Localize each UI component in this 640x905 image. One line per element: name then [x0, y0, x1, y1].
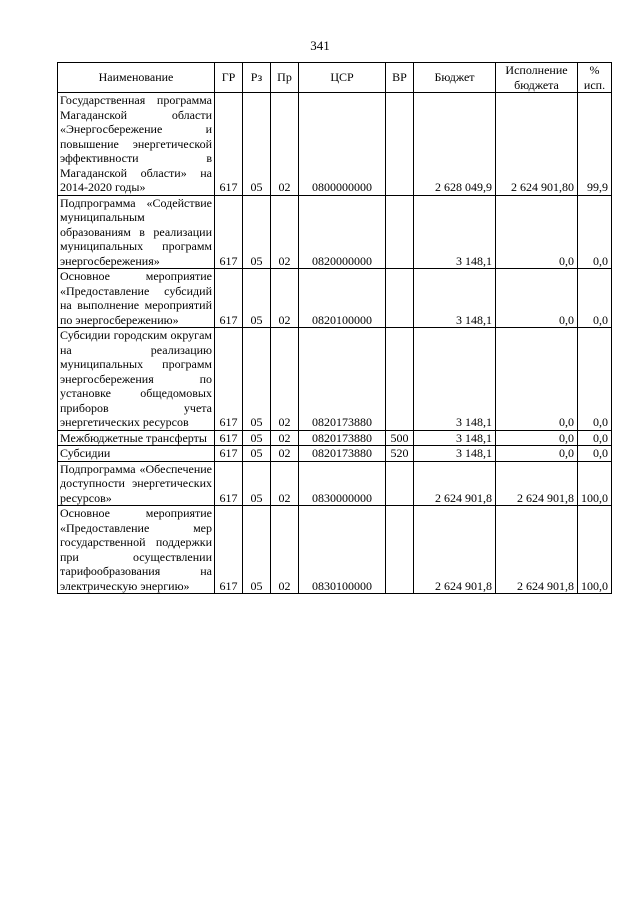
row-rz: 05	[243, 506, 271, 594]
header-vr: ВР	[386, 63, 414, 93]
table-row	[58, 195, 612, 269]
row-csr: 0820100000	[299, 269, 386, 328]
row-rz: 05	[243, 430, 271, 446]
header-name: Наименование	[58, 63, 215, 93]
row-csr: 0820000000	[299, 195, 386, 269]
header-gr: ГР	[215, 63, 243, 93]
row-csr: 0820173880	[299, 328, 386, 431]
row-rz: 05	[243, 328, 271, 431]
row-execution: 0,0	[496, 269, 578, 328]
table-row	[58, 446, 612, 462]
row-gr: 617	[215, 269, 243, 328]
row-name: Межбюджетные трансферты	[58, 430, 215, 446]
row-csr: 0830000000	[299, 461, 386, 506]
row-percent: 99,9	[578, 93, 612, 196]
row-pr: 02	[271, 269, 299, 328]
row-budget: 3 148,1	[414, 269, 496, 328]
row-rz: 05	[243, 269, 271, 328]
table-row	[58, 269, 612, 328]
row-pr: 02	[271, 506, 299, 594]
row-vr	[386, 461, 414, 506]
row-pr: 02	[271, 328, 299, 431]
row-vr	[386, 506, 414, 594]
row-percent: 0,0	[578, 269, 612, 328]
row-budget: 3 148,1	[414, 430, 496, 446]
page-number: 341	[310, 38, 330, 53]
row-percent: 100,0	[578, 461, 612, 506]
table-row	[58, 328, 612, 431]
header-rz: Рз	[243, 63, 271, 93]
row-pr: 02	[271, 461, 299, 506]
table-row	[58, 461, 612, 506]
table-row	[58, 93, 612, 196]
row-vr	[386, 195, 414, 269]
row-execution: 2 624 901,8	[496, 461, 578, 506]
row-gr: 617	[215, 328, 243, 431]
row-pr: 02	[271, 93, 299, 196]
row-execution: 0,0	[496, 430, 578, 446]
row-vr	[386, 328, 414, 431]
row-budget: 2 628 049,9	[414, 93, 496, 196]
row-csr: 0820173880	[299, 446, 386, 462]
row-name: Основное мероприятие «Предоставление мер государственной поддержки при осуществлении тарифообразования на электрическую энергию»	[58, 506, 215, 594]
row-percent: 100,0	[578, 506, 612, 594]
row-gr: 617	[215, 446, 243, 462]
row-name: Субсидии	[58, 446, 215, 462]
header-percent: % исп.	[578, 63, 612, 93]
row-gr: 617	[215, 430, 243, 446]
row-csr: 0820173880	[299, 430, 386, 446]
header-pr: Пр	[271, 63, 299, 93]
header-execution: Исполнение бюджета	[496, 63, 578, 93]
row-gr: 617	[215, 506, 243, 594]
table-row	[58, 506, 612, 594]
row-execution: 2 624 901,80	[496, 93, 578, 196]
row-gr: 617	[215, 195, 243, 269]
row-name: Основное мероприятие «Предоставление субсидий на выполнение мероприятий по энергосбережению»	[58, 269, 215, 328]
row-csr: 0800000000	[299, 93, 386, 196]
row-vr	[386, 269, 414, 328]
row-rz: 05	[243, 93, 271, 196]
row-budget: 3 148,1	[414, 195, 496, 269]
row-budget: 3 148,1	[414, 328, 496, 431]
row-pr: 02	[271, 195, 299, 269]
row-vr: 520	[386, 446, 414, 462]
budget-table	[57, 62, 612, 594]
header-budget: Бюджет	[414, 63, 496, 93]
row-name: Подпрограмма «Содействие муниципальным образованиям в реализации муниципальных программ энергосбережения»	[58, 195, 215, 269]
row-execution: 0,0	[496, 195, 578, 269]
row-rz: 05	[243, 195, 271, 269]
header-csr: ЦСР	[299, 63, 386, 93]
row-name: Государственная программа Магаданской области «Энергосбережение и повышение энергетической эффективности в Магаданской области» на 2014-2020 годы»	[58, 93, 215, 196]
row-gr: 617	[215, 93, 243, 196]
row-percent: 0,0	[578, 430, 612, 446]
row-pr: 02	[271, 430, 299, 446]
row-vr	[386, 93, 414, 196]
row-budget: 2 624 901,8	[414, 461, 496, 506]
row-rz: 05	[243, 461, 271, 506]
row-vr: 500	[386, 430, 414, 446]
table-row	[58, 430, 612, 446]
row-budget: 2 624 901,8	[414, 506, 496, 594]
row-csr: 0830100000	[299, 506, 386, 594]
row-rz: 05	[243, 446, 271, 462]
row-gr: 617	[215, 461, 243, 506]
row-execution: 2 624 901,8	[496, 506, 578, 594]
row-name: Субсидии городским округам на реализацию муниципальных программ энергосбережения по установке общедомовых приборов учета энергетических ресурсов	[58, 328, 215, 431]
row-budget: 3 148,1	[414, 446, 496, 462]
row-pr: 02	[271, 446, 299, 462]
row-execution: 0,0	[496, 446, 578, 462]
row-execution: 0,0	[496, 328, 578, 431]
row-percent: 0,0	[578, 195, 612, 269]
header-row	[58, 63, 612, 93]
row-percent: 0,0	[578, 328, 612, 431]
row-name: Подпрограмма «Обеспечение доступности энергетических ресурсов»	[58, 461, 215, 506]
row-percent: 0,0	[578, 446, 612, 462]
